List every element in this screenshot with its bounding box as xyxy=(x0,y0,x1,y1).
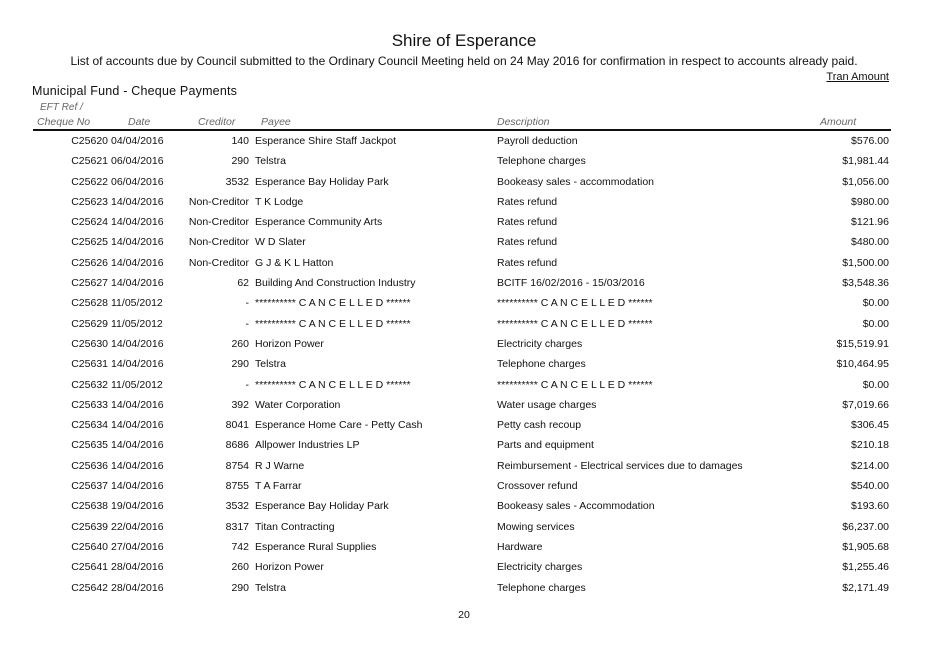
table-row xyxy=(0,274,928,294)
payment-description: Parts and equipment xyxy=(497,439,594,452)
payment-date: 14/04/2016 xyxy=(111,236,164,249)
table-row xyxy=(0,457,928,477)
payee-name: Esperance Bay Holiday Park xyxy=(255,500,389,513)
payee-name: ********** C A N C E L L E D ****** xyxy=(255,317,411,330)
payment-amount: $0.00 xyxy=(862,297,889,310)
date-header: Date xyxy=(128,116,151,128)
payee-name: T A Farrar xyxy=(255,480,302,493)
table-row xyxy=(0,294,928,314)
payment-date: 14/04/2016 xyxy=(111,439,164,452)
cheque-number: C25633 xyxy=(71,398,108,411)
creditor-id: 8041 xyxy=(225,419,249,432)
creditor-id: 8754 xyxy=(225,459,249,472)
payment-date: 14/04/2016 xyxy=(111,216,164,229)
report-subtitle: List of accounts due by Council submitted to the Ordinary Council Meeting held on 24 May 2016 for confirmation in respect to accounts already paid. xyxy=(70,54,858,68)
payee-name: ********** C A N C E L L E D ****** xyxy=(255,378,411,391)
description-header: Description xyxy=(497,116,550,128)
table-row xyxy=(0,497,928,517)
creditor-id: - xyxy=(245,297,249,310)
cheque-number: C25628 xyxy=(71,297,108,310)
payee-name: Esperance Bay Holiday Park xyxy=(255,175,389,188)
payee-name: Horizon Power xyxy=(255,337,324,350)
creditor-id: 62 xyxy=(237,277,249,290)
payment-date: 04/04/2016 xyxy=(111,135,164,147)
payment-amount: $7,019.66 xyxy=(842,398,889,411)
table-row xyxy=(0,416,928,436)
table-row xyxy=(0,558,928,578)
header-divider xyxy=(33,129,891,131)
payment-amount: $0.00 xyxy=(862,317,889,330)
table-row xyxy=(0,193,928,213)
payee-name: Telstra xyxy=(255,581,286,594)
payee-name: T K Lodge xyxy=(255,195,304,208)
payment-amount: $306.45 xyxy=(851,419,889,432)
payee-name: Esperance Home Care - Petty Cash xyxy=(255,419,423,432)
creditor-id: - xyxy=(245,378,249,391)
cheque-number: C25636 xyxy=(71,459,108,472)
creditor-id: - xyxy=(245,317,249,330)
cheque-number: C25630 xyxy=(71,337,108,350)
payments-table-body xyxy=(0,132,928,599)
payment-description: Crossover refund xyxy=(497,480,578,493)
table-row xyxy=(0,173,928,193)
table-row xyxy=(0,518,928,538)
creditor-id: Non-Creditor xyxy=(188,236,249,249)
cheque-number: C25641 xyxy=(71,561,108,574)
cheque-number: C25620 xyxy=(71,135,108,147)
table-row xyxy=(0,152,928,172)
report-title: Shire of Esperance xyxy=(391,31,537,50)
creditor-id: 3532 xyxy=(225,500,249,513)
payment-amount: $210.18 xyxy=(851,439,889,452)
creditor-id: Non-Creditor xyxy=(188,256,249,269)
cheque-number: C25637 xyxy=(71,480,108,493)
table-row xyxy=(0,436,928,456)
payee-name: Allpower Industries LP xyxy=(255,439,360,452)
amount-header: Amount xyxy=(820,116,857,128)
payment-description: Petty cash recoup xyxy=(497,419,582,432)
creditor-id: 290 xyxy=(231,358,249,371)
payment-date: 06/04/2016 xyxy=(111,155,164,168)
payee-name: Esperance Shire Staff Jackpot xyxy=(255,135,397,147)
payment-description: Payroll deduction xyxy=(497,135,578,147)
creditor-id: 742 xyxy=(231,540,249,553)
payment-description: Mowing services xyxy=(497,520,575,533)
cheque-number: C25631 xyxy=(71,358,108,371)
table-row xyxy=(0,254,928,274)
payment-amount: $121.96 xyxy=(851,216,889,229)
payment-date: 27/04/2016 xyxy=(111,540,164,553)
payee-name: Esperance Community Arts xyxy=(255,216,383,229)
payment-date: 28/04/2016 xyxy=(111,561,164,574)
payment-amount: $10,464.95 xyxy=(836,358,889,371)
payment-date: 14/04/2016 xyxy=(111,419,164,432)
payee-name: G J & K L Hatton xyxy=(255,256,334,269)
payment-date: 06/04/2016 xyxy=(111,175,164,188)
payment-amount: $1,255.46 xyxy=(842,561,889,574)
payee-name: Titan Contracting xyxy=(255,520,335,533)
payment-amount: $1,905.68 xyxy=(842,540,889,553)
creditor-id: 8317 xyxy=(225,520,249,533)
payment-date: 28/04/2016 xyxy=(111,581,164,594)
payee-name: Water Corporation xyxy=(255,398,341,411)
payee-name: R J Warne xyxy=(255,459,305,472)
creditor-id: 260 xyxy=(231,561,249,574)
cheque-number: C25642 xyxy=(71,581,108,594)
payee-name: Telstra xyxy=(255,358,286,371)
creditor-id: 260 xyxy=(231,337,249,350)
payment-date: 14/04/2016 xyxy=(111,459,164,472)
tran-amount-label: Tran Amount xyxy=(826,71,889,83)
creditor-header: Creditor xyxy=(198,116,236,128)
payment-amount: $1,500.00 xyxy=(842,256,889,269)
table-row xyxy=(0,538,928,558)
cheque-number: C25627 xyxy=(71,277,108,290)
payee-name: Telstra xyxy=(255,155,286,168)
cheque-number: C25634 xyxy=(71,419,108,432)
payment-description: ********** C A N C E L L E D ****** xyxy=(497,297,653,310)
payment-amount: $6,237.00 xyxy=(842,520,889,533)
payment-amount: $2,171.49 xyxy=(842,581,889,594)
creditor-id: 8755 xyxy=(225,480,249,493)
payment-description: Reimbursement - Electrical services due to damages xyxy=(497,459,743,472)
payment-amount: $540.00 xyxy=(851,480,889,493)
cheque-number: C25626 xyxy=(71,256,108,269)
cheque-number: C25622 xyxy=(71,175,108,188)
creditor-id: Non-Creditor xyxy=(188,195,249,208)
table-row xyxy=(0,132,928,152)
payment-description: Water usage charges xyxy=(497,398,597,411)
payment-description: Rates refund xyxy=(497,216,558,229)
payment-description: ********** C A N C E L L E D ****** xyxy=(497,378,653,391)
payment-date: 11/05/2012 xyxy=(111,297,163,310)
payment-description: Electricity charges xyxy=(497,337,583,350)
eft-ref-header: EFT Ref / xyxy=(40,102,83,113)
page-number: 20 xyxy=(458,609,470,621)
payment-date: 14/04/2016 xyxy=(111,480,164,493)
payment-description: Telephone charges xyxy=(497,581,586,594)
payment-description: Rates refund xyxy=(497,195,558,208)
payment-description: Telephone charges xyxy=(497,358,586,371)
payee-name: Building And Construction Industry xyxy=(255,277,416,290)
cheque-number: C25623 xyxy=(71,195,108,208)
payment-amount: $980.00 xyxy=(851,195,889,208)
creditor-id: 290 xyxy=(231,155,249,168)
payment-date: 14/04/2016 xyxy=(111,358,164,371)
payment-amount: $480.00 xyxy=(851,236,889,249)
payment-description: Bookeasy sales - accommodation xyxy=(497,175,654,188)
cheque-number: C25638 xyxy=(71,500,108,513)
payee-name: Esperance Rural Supplies xyxy=(255,540,377,553)
payment-date: 14/04/2016 xyxy=(111,337,164,350)
payee-header: Payee xyxy=(261,116,291,128)
payment-description: ********** C A N C E L L E D ****** xyxy=(497,317,653,330)
payment-date: 14/04/2016 xyxy=(111,277,164,290)
payment-date: 14/04/2016 xyxy=(111,195,164,208)
table-row xyxy=(0,376,928,396)
payment-date: 11/05/2012 xyxy=(111,317,163,330)
table-row xyxy=(0,213,928,233)
cheque-number: C25640 xyxy=(71,540,108,553)
payment-description: BCITF 16/02/2016 - 15/03/2016 xyxy=(497,277,645,290)
cheque-number: C25629 xyxy=(71,317,108,330)
table-row xyxy=(0,396,928,416)
payment-description: Hardware xyxy=(497,540,543,553)
cheque-number: C25639 xyxy=(71,520,108,533)
payment-description: Telephone charges xyxy=(497,155,586,168)
creditor-id: Non-Creditor xyxy=(188,216,249,229)
payment-description: Rates refund xyxy=(497,256,558,269)
table-row xyxy=(0,477,928,497)
payment-amount: $0.00 xyxy=(862,378,889,391)
table-row xyxy=(0,335,928,355)
cheque-number: C25624 xyxy=(71,216,108,229)
payee-name: W D Slater xyxy=(255,236,306,249)
cheque-number: C25621 xyxy=(71,155,108,168)
payment-date: 14/04/2016 xyxy=(111,398,164,411)
payment-amount: $1,056.00 xyxy=(842,175,889,188)
payment-description: Bookeasy sales - Accommodation xyxy=(497,500,655,513)
payment-amount: $576.00 xyxy=(851,135,889,147)
creditor-id: 8686 xyxy=(225,439,249,452)
creditor-id: 392 xyxy=(231,398,249,411)
payee-name: Horizon Power xyxy=(255,561,324,574)
creditor-id: 290 xyxy=(231,581,249,594)
payment-amount: $1,981.44 xyxy=(842,155,889,168)
payment-date: 14/04/2016 xyxy=(111,256,164,269)
payment-date: 22/04/2016 xyxy=(111,520,164,533)
payment-date: 19/04/2016 xyxy=(111,500,164,513)
payment-date: 11/05/2012 xyxy=(111,378,163,391)
payment-amount: $214.00 xyxy=(851,459,889,472)
payment-description: Electricity charges xyxy=(497,561,583,574)
cheque-no-header: Cheque No xyxy=(37,116,91,128)
creditor-id: 3532 xyxy=(225,175,249,188)
payment-amount: $193.60 xyxy=(851,500,889,513)
payment-description: Rates refund xyxy=(497,236,558,249)
cheque-number: C25632 xyxy=(71,378,108,391)
creditor-id: 140 xyxy=(231,135,249,147)
section-title: Municipal Fund - Cheque Payments xyxy=(32,84,238,98)
cheque-number: C25625 xyxy=(71,236,108,249)
table-row xyxy=(0,355,928,375)
cheque-number: C25635 xyxy=(71,439,108,452)
payment-amount: $3,548.36 xyxy=(842,277,889,290)
table-row xyxy=(0,233,928,253)
payment-amount: $15,519.91 xyxy=(836,337,889,350)
table-row xyxy=(0,315,928,335)
table-row xyxy=(0,579,928,599)
payee-name: ********** C A N C E L L E D ****** xyxy=(255,297,411,310)
